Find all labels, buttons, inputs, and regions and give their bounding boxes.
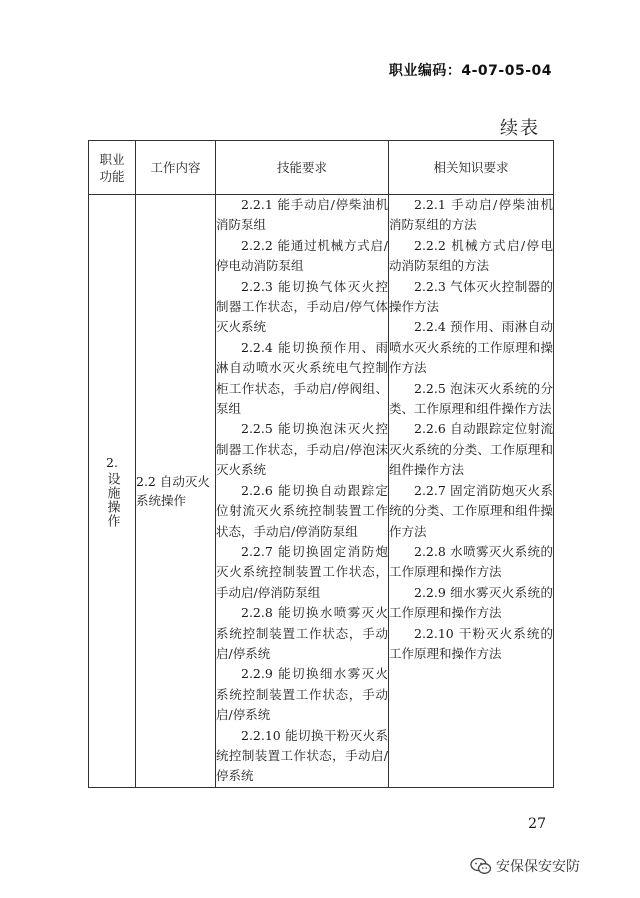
knowledge-cell: [389, 195, 554, 788]
skill-item: 2.2.2 能通过机械方式启/停电动消防泵组: [216, 237, 388, 274]
header-work-content: 工作内容: [136, 141, 216, 195]
skill-item: 2.2.3 能切换气体灭火控制器工作状态，手动启/停气体灭火系统: [216, 278, 388, 335]
knowledge-item: 2.2.6 自动跟踪定位射流灭火系统的分类、工作原理和组件操作方法: [389, 421, 553, 478]
skill-item: 2.2.9 能切换细水雾灭火系统控制装置工作状态，手动启/停系统: [216, 666, 388, 723]
knowledge-item: 2.2.10 干粉灭火系统的工作原理和操作方法: [389, 625, 553, 661]
knowledge-item: 2.2.9 细水雾灭火系统的工作原理和操作方法: [389, 584, 553, 621]
skill-item: 2.2.7 能切换固定消防炮灭火系统控制装置工作状态，手动启/停消防泵组: [216, 543, 388, 600]
continued-table-label: 续表: [500, 118, 540, 139]
page-number: 27: [528, 816, 546, 832]
knowledge-item: 2.2.7 固定消防炮灭火系统的分类、工作原理和组件操作方法: [389, 482, 553, 539]
occupation-code: 职业编码：4-07-05-04: [388, 63, 552, 79]
skill-item: 2.2.4 能切换预作用、雨淋自动喷水灭火系统电气控制柜工作状态，手动启/停阀组、泵组: [216, 339, 388, 417]
table-row: [89, 195, 554, 788]
knowledge-item: 2.2.4 预作用、雨淋自动喷水灭火系统的工作原理和操作方法: [389, 319, 553, 376]
watermark-text: 安保保安安防: [496, 859, 580, 875]
knowledge-item: 2.2.3 气体灭火控制器的操作方法: [389, 278, 553, 315]
knowledge-item: 2.2.8 水喷雾灭火系统的工作原理和操作方法: [389, 543, 553, 580]
function-cell: [89, 195, 136, 788]
knowledge-item: 2.2.2 机械方式启/停电动消防泵组的方法: [389, 237, 553, 274]
work-content-cell: 2.2 自动灭火系统操作: [136, 195, 216, 788]
table-header-row: [89, 141, 554, 195]
wechat-icon: [470, 857, 492, 875]
skill-item: 2.2.6 能切换自动跟踪定位射流灭火系统控制装置工作状态，手动启/停消防泵组: [216, 482, 388, 539]
skill-item: 2.2.10 能切换干粉灭火系统控制装置工作状态，手动启/停系统: [216, 727, 388, 784]
knowledge-item: 2.2.1 手动启/停柴油机消防泵组的方法: [389, 197, 553, 233]
requirements-table: [88, 140, 554, 788]
function-name: 设施操作: [104, 471, 120, 528]
header-knowledge: 相关知识要求: [389, 141, 554, 195]
skills-cell: [216, 195, 389, 788]
header-function: 职业功能: [89, 141, 136, 195]
skill-item: 2.2.5 能切换泡沫灭火控制器工作状态，手动启/停泡沫灭火系统: [216, 421, 388, 478]
header-skills: 技能要求: [216, 141, 389, 195]
skill-item: 2.2.8 能切换水喷雾灭火系统控制装置工作状态，手动启/停系统: [216, 605, 388, 661]
skill-item: 2.2.1 能手动启/停柴油机消防泵组: [216, 197, 388, 233]
function-number: 2.: [106, 454, 118, 470]
knowledge-item: 2.2.5 泡沫灭火系统的分类、工作原理和组件操作方法: [389, 380, 553, 417]
watermark: [470, 856, 580, 876]
